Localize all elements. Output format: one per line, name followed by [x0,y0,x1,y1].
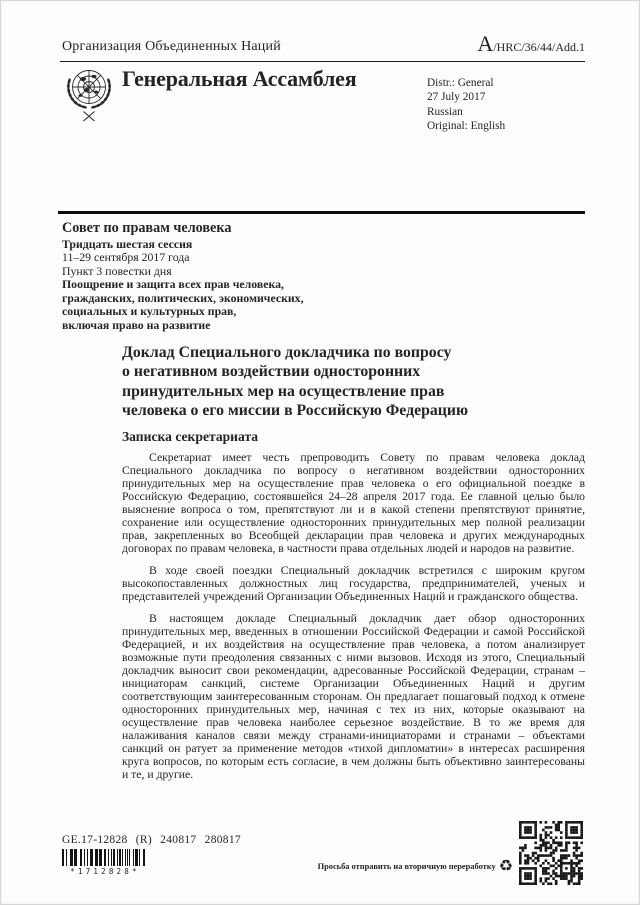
report-title-line: человека о его миссии в Российскую Федерацию [122,402,469,420]
document-body [122,451,585,790]
date-line: 27 July 2017 [427,91,486,104]
distribution-info [427,76,505,133]
body-paragraph: В настоящем докладе Специальный докладчик дает обзор односторонних принудительных мер, введенных в отношении Российской Федерации и самой Российской Федерацией, и их воздействия на осуществление прав человека, а потом анализирует возможные пути преодоления связанных с ними вызовов. Исходя из этого, Специальный докладчик выносит свои рекомендации, адресованные Российской Федерации, странам – инициаторам санкций, системе Организации Объединенных Наций и другим соответствующим заинтересованным сторонам. Он предлагает пошаговый подход к отмене односторонних принудительных мер, начиная с тех из них, которые оказывают на осуществление прав человека наиболее серьезное воздействие. В то же время для налаживания каналов связи между странами-инициаторами и странами – объектами санкций он ратует за применение методов «тихой дипломатии» в интересах расширения круга вопросов, по которым есть согласие, в чем должны быть объективно заинтересованы и те, и другие. [122,611,585,782]
recycle-icon: ♻ [498,856,513,875]
report-title-line: Доклад Специального докладчика по вопросу [122,344,452,361]
body-paragraph: В ходе своей поездки Специальный докладчик встретился с широким кругом высокопоставленных должностных лиц государства, предпринимателей, ученых и представителей учреждений Организации Объединенных Наций и гражданского общества. [122,563,585,603]
original-language-line: Original: English [427,119,506,132]
barcode-icon [62,849,148,876]
agenda-item: Пункт 3 повестки дня [62,263,172,278]
report-title-line: принудительных мер на осуществление прав [122,382,445,400]
symbol-initial: A [477,31,494,56]
agenda-title-line: гражданских, политических, экономических, [62,290,304,305]
header-rule [60,61,585,62]
council-name: Совет по правам человека [62,220,232,236]
report-title-line: о негативном воздействии односторонних [122,363,421,381]
session-header-block [62,220,304,332]
un-org-name: Организация Объединенных Наций [62,39,281,54]
symbol-suffix: /HRC/36/44/Add.1 [493,40,585,54]
report-title [122,343,592,421]
un-emblem-icon [63,63,115,130]
agenda-title-line: Поощрение и защита всех прав человека, [62,277,284,291]
note-heading: Записка секретариата [122,429,259,444]
session-number: Тридцать шестая сессия [62,236,193,251]
agenda-title-line: социальных и культурных прав, [62,304,237,318]
body-paragraph: Секретариат имеет честь препроводить Совету по правам человека доклад Специального докладчика по вопросу о негативном воздействии односторонних принудительных мер на осуществление прав человека о его официальной поездке в Российскую Федерацию, состоявшейся 24–28 апреля 2017 года. Ее главной целью было выяснение вопроса о том, препятствуют ли и в какой степени препятствуют принятие, сохранение или осуществление односторонних принудительных мер полной реализации прав, закрепленных во Всеобщей декларации прав человека и других международных договорах по правам человека, в частности права отдельных людей и народов на развитие. [122,451,585,556]
agenda-title-line: включая право на развитие [62,317,211,332]
qr-code-icon [519,821,583,885]
barcode-bars [62,849,148,866]
document-organ-title: Генеральная Ассамблея [122,66,357,91]
session-dates: 11–29 сентября 2017 года [62,250,190,264]
barcode-label: *1712828* [70,867,140,876]
ge-number: GE.17-12828 (R) 240817 280817 [62,834,241,846]
recycle-note-text: Просьба отправить на вторичную переработку [317,861,496,871]
section-rule [58,211,585,214]
distr-line: Distr.: General [427,77,494,89]
language-line: Russian [427,105,463,118]
recycle-note [318,858,513,874]
document-symbol [477,33,585,56]
